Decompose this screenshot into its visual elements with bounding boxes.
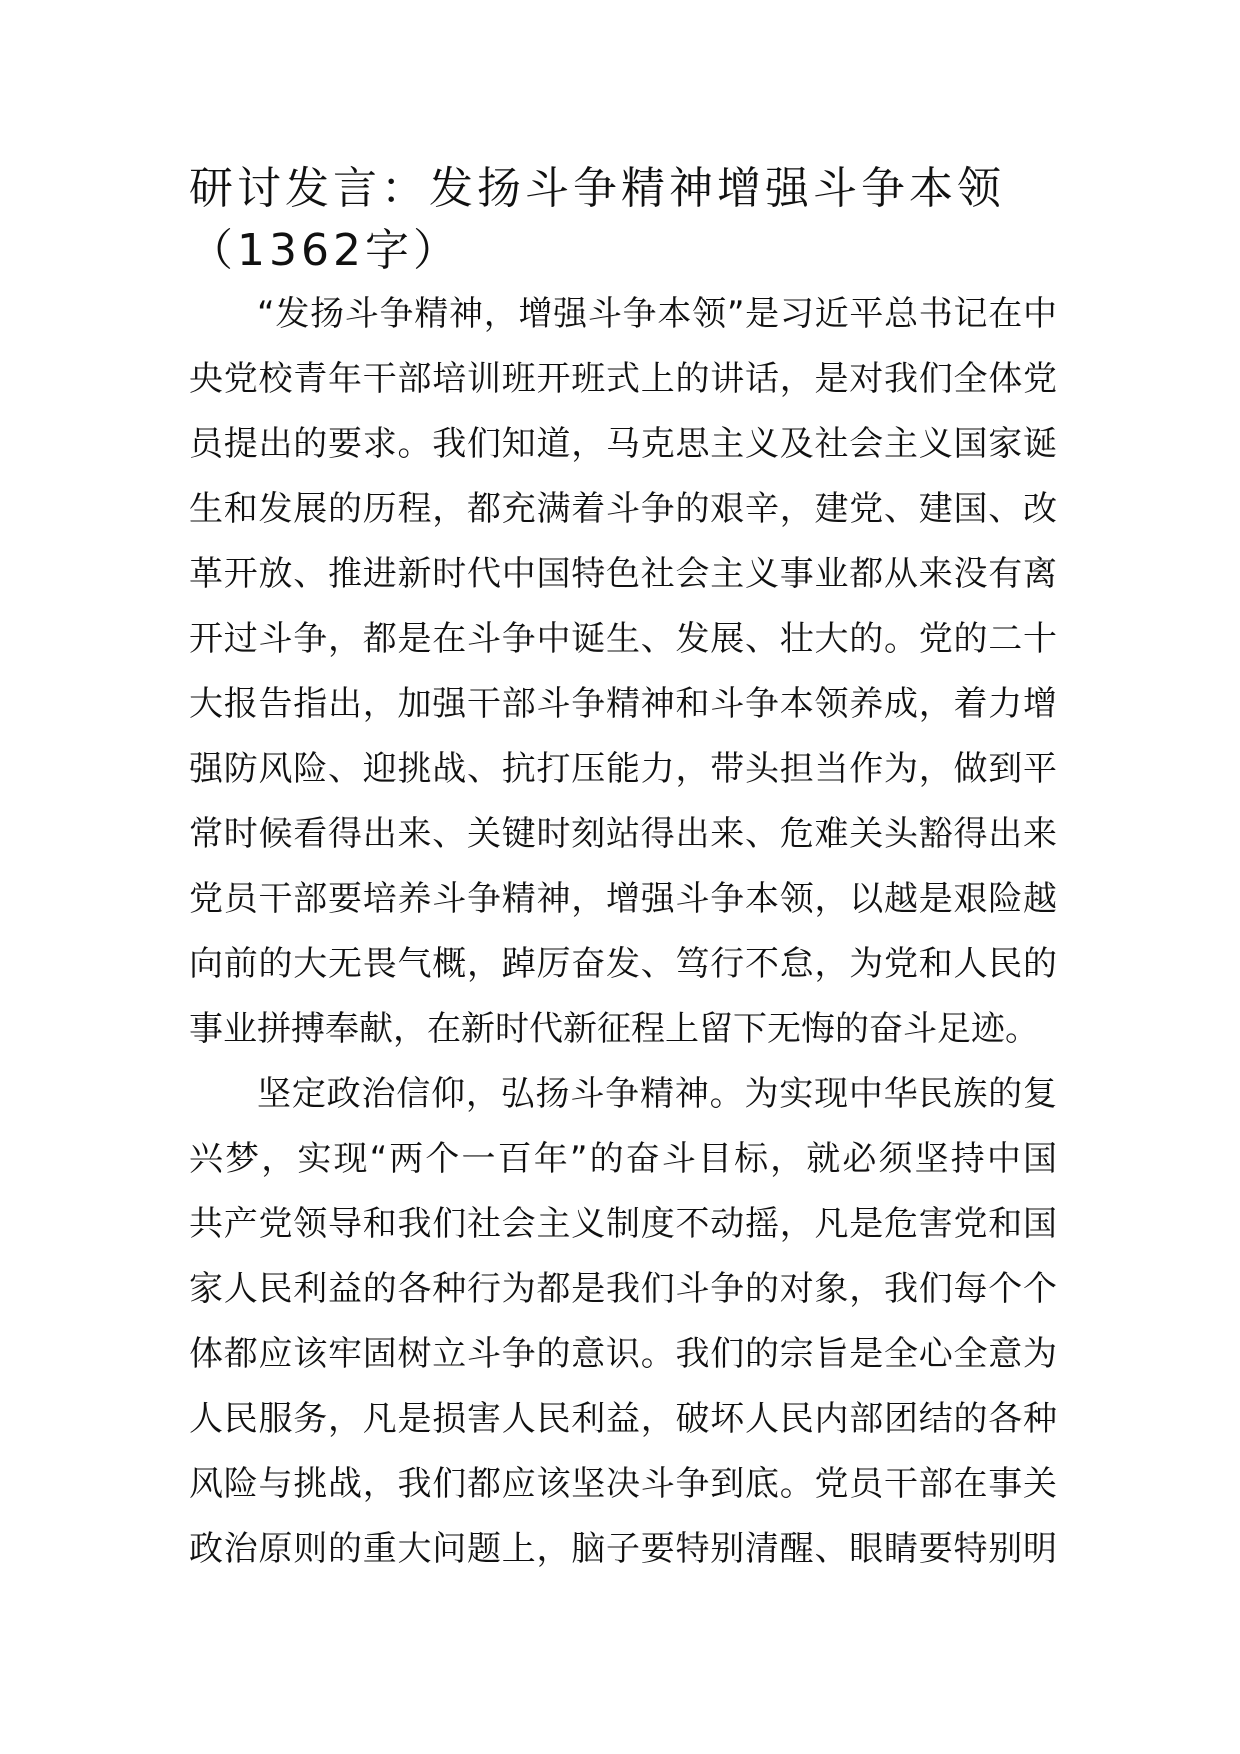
text-line: 强防风险、迎挑战、抗打压能力，带头担当作为，做到平 <box>189 749 1057 789</box>
text-line: 央党校青年干部培训班开班式上的讲话，是对我们全体党 <box>189 359 1057 399</box>
text-line: 员提出的要求。我们知道，马克思主义及社会主义国家诞 <box>189 424 1057 464</box>
text-line: 人民服务，凡是损害人民利益，破坏人民内部团结的各种 <box>189 1399 1057 1439</box>
text-line: 大报告指出，加强干部斗争精神和斗争本领养成，着力增 <box>189 684 1057 724</box>
text-line: 向前的大无畏气概，踔厉奋发、笃行不怠，为党和人民的 <box>189 944 1057 984</box>
paragraph-1 <box>189 282 1057 1062</box>
document-body <box>189 158 1057 1582</box>
text-line: 坚定政治信仰，弘扬斗争精神。为实现中华民族的复 <box>257 1074 1057 1114</box>
text-line: 常时候看得出来、关键时刻站得出来、危难关头豁得出来 <box>189 814 1057 854</box>
title-line: （1362字） <box>189 225 461 276</box>
text-line: 党员干部要培养斗争精神，增强斗争本领，以越是艰险越 <box>189 879 1057 919</box>
text-line: 事业拼搏奉献，在新时代新征程上留下无悔的奋斗足迹。 <box>189 1009 1039 1049</box>
text-line: 政治原则的重大问题上，脑子要特别清醒、眼睛要特别明 <box>189 1529 1057 1569</box>
text-line: 体都应该牢固树立斗争的意识。我们的宗旨是全心全意为 <box>189 1334 1057 1374</box>
document-title <box>189 158 1057 282</box>
text-line: 兴梦，实现“两个一百年”的奋斗目标，就必须坚持中国 <box>189 1139 1057 1179</box>
text-line: 家人民利益的各种行为都是我们斗争的对象，我们每个个 <box>189 1269 1057 1309</box>
title-line: 研讨发言：发扬斗争精神增强斗争本领 <box>189 163 1005 214</box>
text-line: 风险与挑战，我们都应该坚决斗争到底。党员干部在事关 <box>189 1464 1057 1504</box>
text-line: 开过斗争，都是在斗争中诞生、发展、壮大的。党的二十 <box>189 619 1057 659</box>
text-line: 生和发展的历程，都充满着斗争的艰辛，建党、建国、改 <box>189 489 1057 529</box>
text-line: 共产党领导和我们社会主义制度不动摇，凡是危害党和国 <box>189 1204 1057 1244</box>
paragraph-2 <box>189 1062 1057 1582</box>
text-line: “发扬斗争精神，增强斗争本领”是习近平总书记在中 <box>257 294 1057 334</box>
text-line: 革开放、推进新时代中国特色社会主义事业都从来没有离 <box>189 554 1057 594</box>
